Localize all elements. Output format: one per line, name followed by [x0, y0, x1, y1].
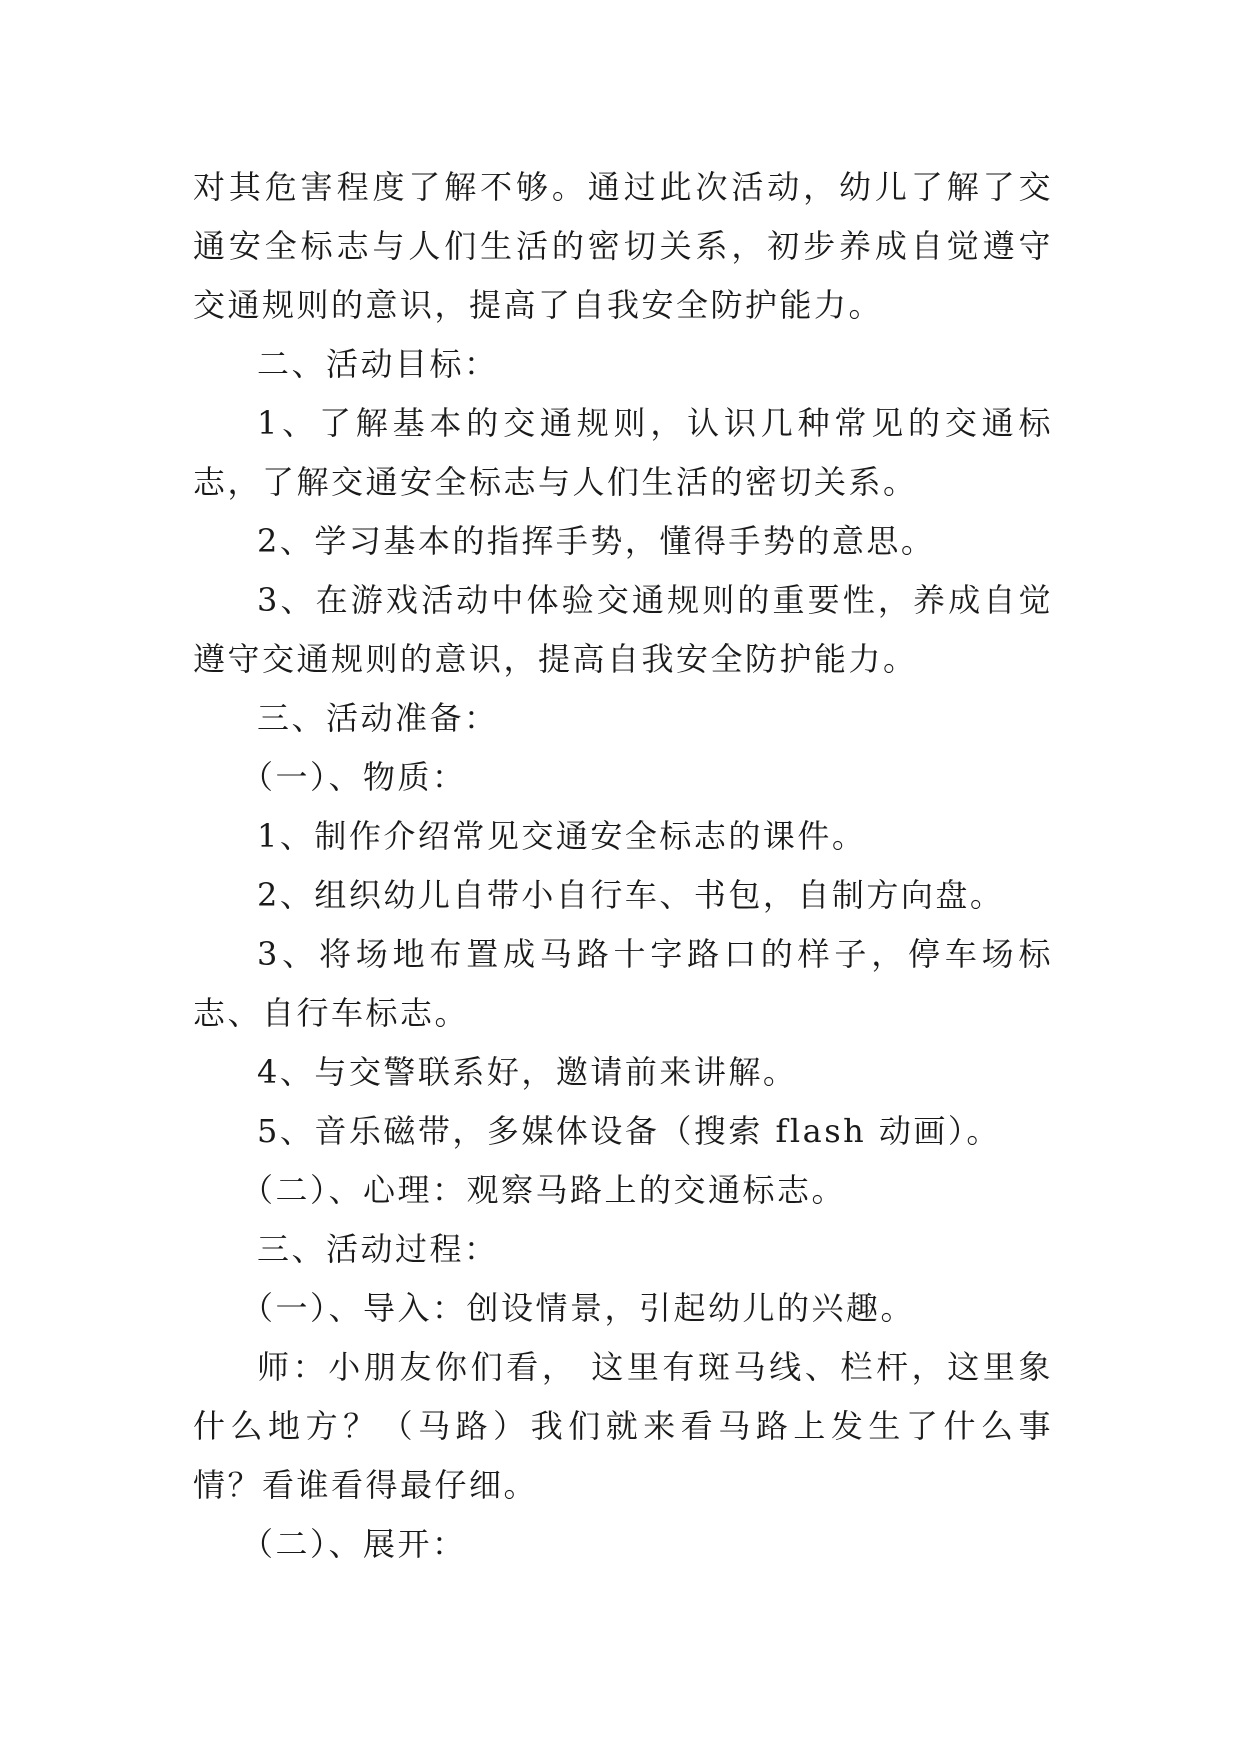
subheading-psychology: （二）、心理：观察马路上的交通标志。: [241, 1171, 847, 1209]
material-item-3: 3、将场地布置成马路十字路口的样子，停车场标志、自行车标志。: [193, 935, 1053, 1032]
heading-activity-goals: 二、活动目标：: [257, 345, 499, 383]
subheading-introduction: （一）、导入：创设情景，引起幼儿的兴趣。: [241, 1289, 916, 1327]
teacher-dialogue: 师：小朋友你们看， 这里有斑马线、栏杆，这里象什么地方？（马路）我们就来看马路上发生了什么事情？看谁看得最仔细。: [193, 1348, 1053, 1504]
document-body: [193, 158, 1053, 1574]
material-item-1: 1、制作介绍常见交通安全标志的课件。: [257, 817, 867, 855]
material-item-2: 2、组织幼儿自带小自行车、书包，自制方向盘。: [257, 876, 1005, 914]
subheading-development: （二）、展开：: [241, 1525, 467, 1563]
heading-activity-preparation: 三、活动准备：: [257, 699, 499, 737]
material-item-5: 5、音乐磁带，多媒体设备（搜索 flash 动画）。: [257, 1112, 1001, 1150]
subheading-materials: （一）、物质：: [241, 758, 467, 796]
material-item-4: 4、与交警联系好，邀请前来讲解。: [257, 1053, 798, 1091]
heading-activity-process: 三、活动过程：: [257, 1230, 499, 1268]
paragraph-intro-continuation: 对其危害程度了解不够。通过此次活动，幼儿了解了交通安全标志与人们生活的密切关系，初步养成自觉遵守交通规则的意识，提高了自我安全防护能力。: [193, 168, 1053, 324]
goal-item-3: 3、在游戏活动中体验交通规则的重要性，养成自觉遵守交通规则的意识，提高自我安全防护能力。: [193, 581, 1053, 678]
goal-item-2: 2、学习基本的指挥手势，懂得手势的意思。: [257, 522, 936, 560]
goal-item-1: 1、了解基本的交通规则，认识几种常见的交通标志，了解交通安全标志与人们生活的密切关系。: [193, 404, 1053, 501]
